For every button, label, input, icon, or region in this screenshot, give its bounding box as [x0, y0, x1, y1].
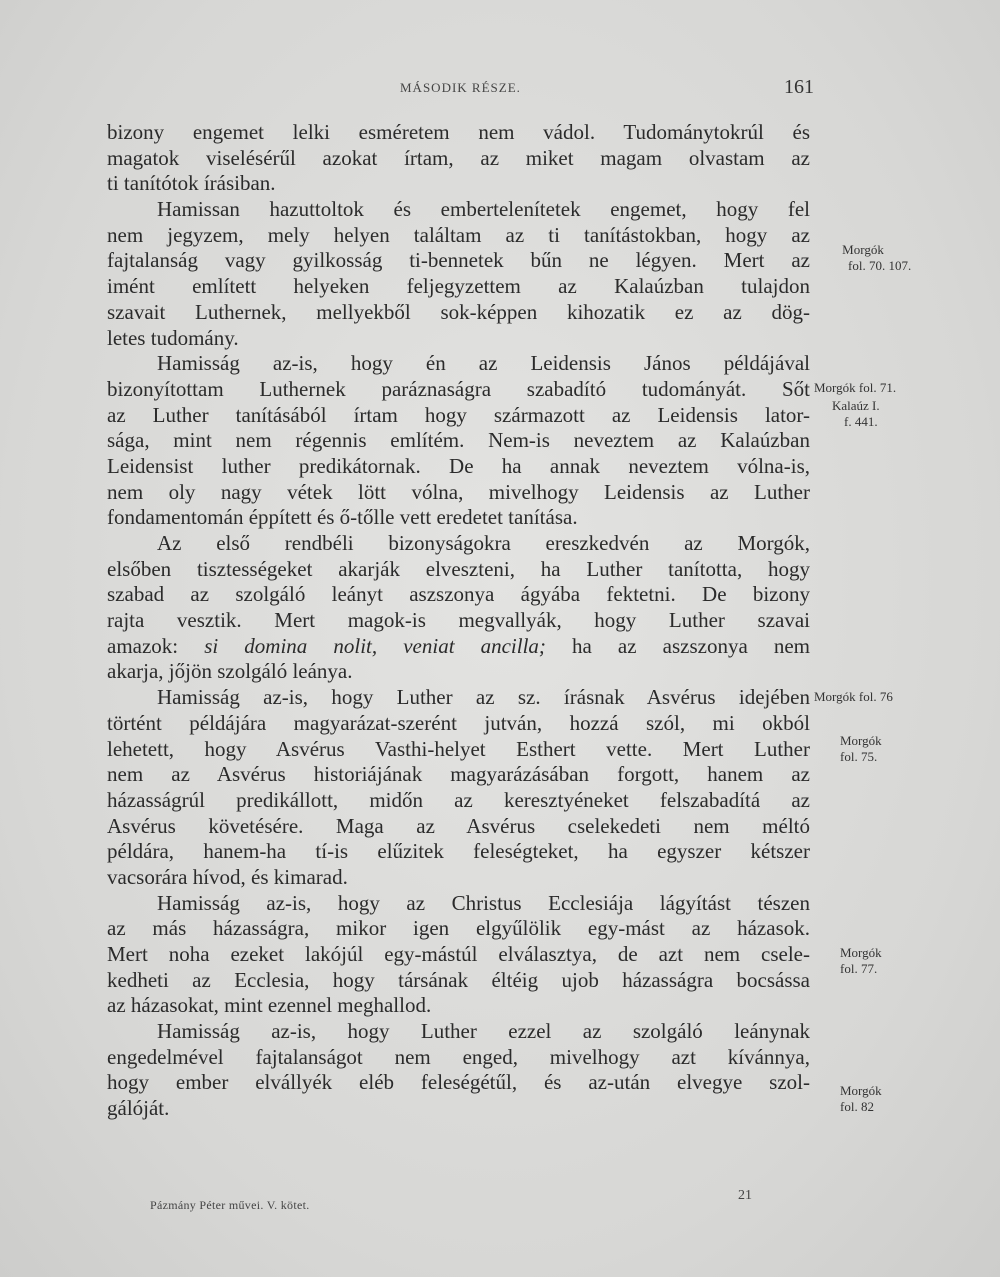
text-line: letes tudomány.: [107, 325, 239, 350]
margin-note: Morgók fol. 75.: [840, 733, 882, 764]
text-line: bizonyítottam Luthernek paráznaságra szabadító tudományát. Sőt: [107, 376, 810, 401]
text-line: bizony engemet lelki esméretem nem vádol. Tudománytokrúl és: [107, 120, 810, 144]
margin-note: Morgók fol. 76: [814, 689, 893, 704]
running-head-title: MÁSODIK RÉSZE.: [400, 80, 521, 95]
text-line: Hamissan hazuttoltok és embertelenítetek engemet, hogy fel: [157, 197, 810, 222]
text-line: Asvérus követésére. Maga az Asvérus cselekedeti nem méltó: [107, 813, 810, 838]
running-head: [0, 76, 1000, 100]
text-line: hogy ember elvállyék eléb feleségétűl, és az-után elvegye szol-: [107, 1070, 810, 1095]
text-line: akarja, jőjön szolgáló leánya.: [107, 659, 353, 684]
body-text: [107, 120, 810, 1122]
latin-quote: si domina nolit, veniat ancilla;: [204, 633, 546, 658]
line-pre: amazok:: [107, 633, 205, 658]
line-post: ha az aszszonya nem: [545, 633, 811, 658]
margin-note: Morgók fol. 77.: [840, 945, 882, 976]
text-line: szavait Luthernek, mellyekből sok-képpen kihozatik ez az dög-: [107, 299, 810, 324]
text-line: sága, mint nem régennis említém. Nem-is neveztem az Kalaúzban: [107, 428, 810, 453]
text-line: fondamentomán éppített és ő-tőlle vett eredetet tanítása.: [107, 505, 578, 530]
text-line: kedheti az Ecclesia, hogy társának éltéig ujob házasságra bocsássa: [107, 967, 810, 992]
text-line: példára, hanem-ha tí-is elűzitek feleségteket, ha egyszer kétszer: [107, 839, 810, 864]
text-line: az Luther tanításából írtam hogy származott az Leidensis lator-: [107, 402, 810, 427]
signature-mark: 21: [738, 1188, 752, 1203]
text-line: Hamisság az-is, hogy Luther ezzel az szolgáló leánynak: [157, 1019, 810, 1044]
text-line: házasságrúl predikállott, midőn az keresztyéneket felszabadítá az: [107, 787, 810, 812]
text-line: Leidensist luther predikátornak. De ha annak neveztem vólna-is,: [107, 453, 810, 478]
text-line: nem oly nagy vétek lött vólna, mivelhogy Leidensis az Luther: [107, 479, 810, 504]
margin-note: Morgók fol. 70. 107.: [842, 242, 912, 273]
footer-imprint: Pázmány Péter művei. V. kötet.: [150, 1198, 310, 1212]
margin-note: Morgók fol. 82: [840, 1083, 882, 1114]
text-line: Hamisság az-is, hogy az Christus Ecclesiája lágyítást tészen: [157, 890, 810, 915]
text-line: imént említett helyeken feljegyzettem az Kalaúzban tulajdon: [107, 274, 810, 299]
text-line: nem az Asvérus historiájának magyarázásában forgott, hanem az: [107, 762, 810, 787]
text-line: nem jegyzem, mely helyen találtam az ti tanítástokban, hogy az: [107, 222, 810, 247]
text-line: Hamisság az-is, hogy Luther az sz. írásnak Asvérus idejében: [157, 685, 810, 710]
text-line: vacsorára hívod, és kimarad.: [107, 864, 348, 889]
text-line: rajta vesztik. Mert magok-is megvallyák, hogy Luther szavai: [107, 608, 810, 633]
text-line: Az első rendbéli bizonyságokra ereszkedvén az Morgók,: [157, 531, 810, 555]
text-line: az más házasságra, mikor igen elgyűlölik egy-mást az házasok.: [107, 916, 810, 941]
text-line: Mert noha ezeket lakójúl egy-mástúl elválasztya, de azt nem csele-: [107, 942, 810, 966]
page-number: 161: [784, 76, 814, 98]
text-line: engedelmével fajtalanságot nem enged, mivelhogy azt kívánnya,: [107, 1044, 810, 1069]
text-line: Hamisság az-is, hogy én az Leidensis János példájával: [157, 351, 810, 376]
text-line: történt példájára magyarázat-szerént jutván, hozzá szól, mi okból: [107, 710, 810, 735]
text-line: lehetett, hogy Asvérus Vasthi-helyet Esthert vette. Mert Luther: [107, 736, 810, 761]
text-line: szabad az szolgáló leányt aszszonya ágyába fektetni. De bizony: [107, 582, 810, 607]
text-line: magatok viselésérűl azokat írtam, az miket magam olvastam az: [107, 145, 810, 170]
margin-note: Morgók fol. 71.: [814, 380, 897, 395]
text-line-with-latin-quote: [107, 634, 810, 660]
text-line: ti tanítótok írásiban.: [107, 171, 276, 196]
text-line: fajtalanság vagy gyilkosság ti-bennetek bűn ne légyen. Mert az: [107, 248, 810, 273]
text-line: az házasokat, mint ezennel meghallod.: [107, 993, 432, 1018]
text-line: elsőben tisztességeket akarják elveszteni, ha Luther tanította, hogy: [107, 556, 810, 581]
text-line: gálóját.: [107, 1096, 170, 1121]
margin-note: Kalaúz I. f. 441.: [832, 398, 880, 429]
